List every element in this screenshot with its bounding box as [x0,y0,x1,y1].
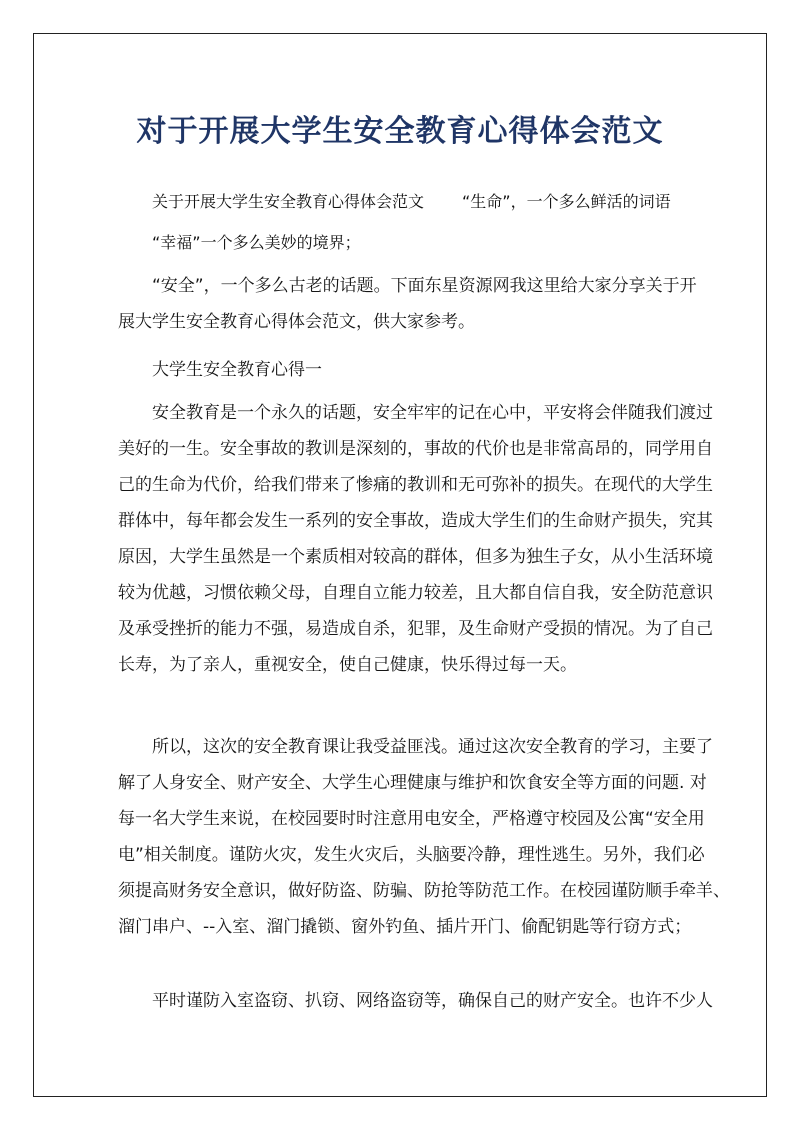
paragraph-line: 长寿，为了亲人，重视安全，使自己健康，快乐得过每一天。 [118,655,577,675]
paragraph-line: 美好的一生。安全事故的教训是深刻的，事故的代价也是非常高昂的，同学用自 [118,439,713,459]
section-heading: 大学生安全教育心得一 [152,360,322,380]
paragraph-line: 解了人身安全、财产安全、大学生心理健康与维护和饮食安全等方面的问题. 对 [118,773,707,793]
paragraph-line: 溜门串户、--入室、溜门撬锁、窗外钓鱼、插片开门、偷配钥匙等行窃方式； [118,917,692,937]
paragraph-line: 每一名大学生来说，在校园要时时注意用电安全，严格遵守校园及公寓“安全用 [118,809,705,829]
paragraph-line: 展大学生安全教育心得体会范文，供大家参考。 [118,312,475,332]
paragraph-line: 原因，大学生虽然是一个素质相对较高的群体，但多为独生子女，从小生活环境 [118,547,713,567]
paragraph-2 [118,729,730,945]
intro-safety-paragraph [118,268,697,340]
paragraph-1 [118,395,713,683]
paragraph-line: 较为优越，习惯依赖父母，自理自立能力较差，且大都自信自我，安全防范意识 [118,583,713,603]
paragraph-line: 须提高财务安全意识，做好防盗、防骗、防抢等防范工作。在校园谨防顺手牵羊、 [118,881,730,901]
intro-life-text: “生命”，一个多么鲜活的词语 [462,192,671,211]
document-title: 对于开展大学生安全教育心得体会范文 [136,114,664,149]
paragraph-line: 及承受挫折的能力不强，易造成自杀，犯罪，及生命财产受损的情况。为了自己 [118,619,713,639]
paragraph-line: “安全”，一个多么古老的话题。下面东星资源网我这里给大家分享关于开 [152,276,697,296]
intro-title-text: 关于开展大学生安全教育心得体会范文 [152,192,425,211]
paragraph-line: 平时谨防入室盗窃、扒窃、网络盗窃等，确保自己的财产安全。也许不少人 [152,991,713,1011]
paragraph-3 [118,983,713,1019]
section-heading-block [118,352,684,388]
intro-happiness-line: “幸福”一个多么美妙的境界； [152,233,361,252]
paragraph-line: 安全教育是一个永久的话题，安全牢牢的记在心中，平安将会伴随我们渡过 [152,403,713,423]
paragraph-line: 群体中，每年都会发生一系列的安全事故，造成大学生们的生命财产损失，究其 [118,511,713,531]
paragraph-line: 所以，这次的安全教育课让我受益匪浅。通过这次安全教育的学习，主要了 [152,737,713,757]
paragraph-line: 电”相关制度。谨防火灾，发生火灾后，头脑要冷静，理性逃生。另外，我们必 [118,845,705,865]
paragraph-line: 己的生命为代价，给我们带来了惨痛的教训和无可弥补的损失。在现代的大学生 [118,475,713,495]
